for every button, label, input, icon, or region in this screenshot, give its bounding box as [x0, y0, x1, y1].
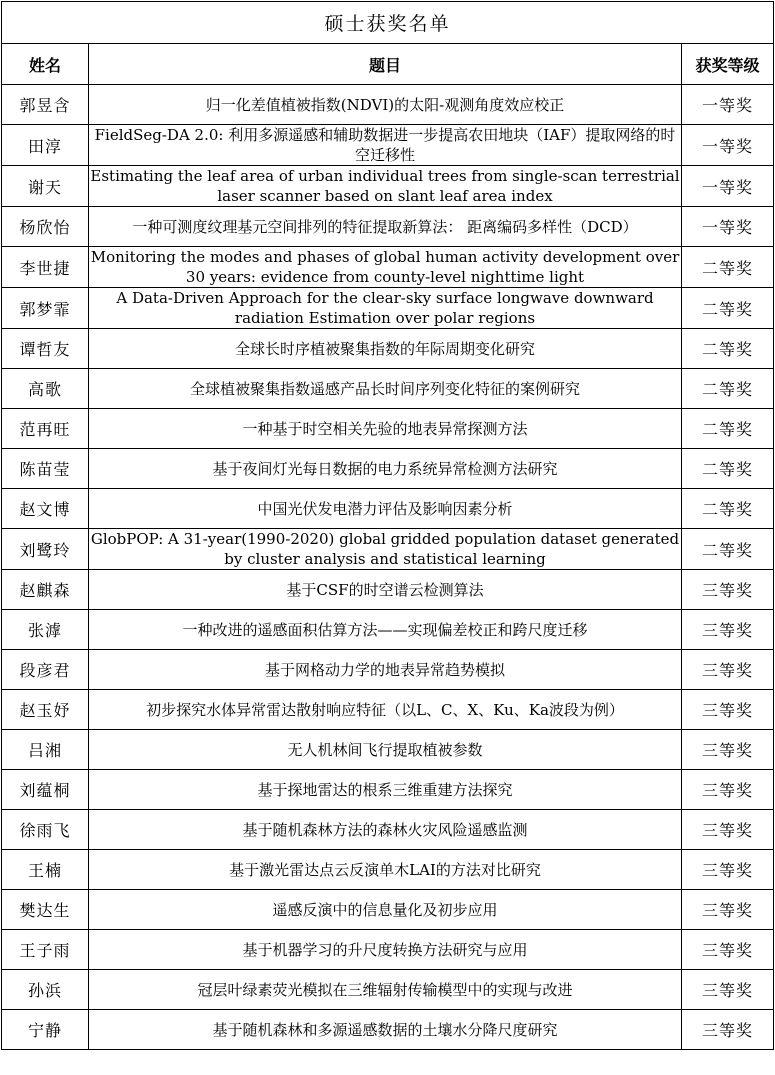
level-cell: 二等奖 [682, 489, 774, 529]
name-cell: 刘蕴桐 [2, 770, 89, 810]
level-cell: 三等奖 [682, 810, 774, 850]
level-cell: 一等奖 [682, 85, 774, 125]
topic-cell: 归一化差值植被指数(NDVI)的太阳-观测角度效应校正 [89, 85, 682, 125]
name-cell: 孙浜 [2, 970, 89, 1010]
header-name: 姓名 [2, 44, 89, 85]
topic-cell: 一种改进的遥感面积估算方法——实现偏差校正和跨尺度迁移 [89, 610, 682, 650]
level-cell: 一等奖 [682, 207, 774, 247]
topic-cell: 一种基于时空相关先验的地表异常探测方法 [89, 409, 682, 449]
topic-cell: 遥感反演中的信息量化及初步应用 [89, 890, 682, 930]
name-cell: 段彦君 [2, 650, 89, 690]
table-row [2, 247, 774, 288]
topic-cell: 基于CSF的时空谱云检测算法 [89, 570, 682, 610]
topic-cell: 无人机林间飞行提取植被参数 [89, 730, 682, 770]
table-row [2, 288, 774, 329]
table-row [2, 329, 774, 369]
topic-cell: 中国光伏发电潜力评估及影响因素分析 [89, 489, 682, 529]
table-row [2, 610, 774, 650]
topic-cell: 初步探究水体异常雷达散射响应特征（以L、C、X、Ku、Ka波段为例） [89, 690, 682, 730]
level-cell: 三等奖 [682, 570, 774, 610]
name-cell: 王楠 [2, 850, 89, 890]
name-cell: 赵玉妤 [2, 690, 89, 730]
level-cell: 三等奖 [682, 730, 774, 770]
name-cell: 范再旺 [2, 409, 89, 449]
topic-cell: GlobPOP: A 31-year(1990-2020) global gridded population dataset generated by cluster analysis and statistical learning [89, 529, 682, 570]
table-row [2, 770, 774, 810]
table-row [2, 489, 774, 529]
name-cell: 田淳 [2, 125, 89, 166]
level-cell: 三等奖 [682, 1010, 774, 1050]
level-cell: 二等奖 [682, 247, 774, 288]
name-cell: 宁静 [2, 1010, 89, 1050]
award-table [1, 1, 774, 1050]
topic-cell: 全球长时序植被聚集指数的年际周期变化研究 [89, 329, 682, 369]
topic-cell: 一种可测度纹理基元空间排列的特征提取新算法： 距离编码多样性（DCD） [89, 207, 682, 247]
level-cell: 三等奖 [682, 930, 774, 970]
table-row [2, 650, 774, 690]
table-row [2, 449, 774, 489]
table-row [2, 207, 774, 247]
table-row [2, 970, 774, 1010]
level-cell: 二等奖 [682, 369, 774, 409]
level-cell: 二等奖 [682, 329, 774, 369]
topic-cell: 基于探地雷达的根系三维重建方法探究 [89, 770, 682, 810]
topic-cell: 基于随机森林方法的森林火灾风险遥感监测 [89, 810, 682, 850]
topic-cell: 基于夜间灯光每日数据的电力系统异常检测方法研究 [89, 449, 682, 489]
table-row [2, 690, 774, 730]
name-cell: 陈苗莹 [2, 449, 89, 489]
header-level: 获奖等级 [682, 44, 774, 85]
table-row [2, 850, 774, 890]
topic-cell: 基于网格动力学的地表异常趋势模拟 [89, 650, 682, 690]
header-topic: 题目 [89, 44, 682, 85]
name-cell: 刘鹭玲 [2, 529, 89, 570]
table-row [2, 85, 774, 125]
topic-cell: 全球植被聚集指数遥感产品长时间序列变化特征的案例研究 [89, 369, 682, 409]
table-row [2, 529, 774, 570]
topic-cell: Estimating the leaf area of urban individual trees from single-scan terrestrial laser scanner based on slant leaf area index [90, 167, 680, 205]
level-cell: 二等奖 [682, 449, 774, 489]
level-cell: 二等奖 [682, 409, 774, 449]
topic-cell: 冠层叶绿素荧光模拟在三维辐射传输模型中的实现与改进 [89, 970, 682, 1010]
topic-cell: 基于激光雷达点云反演单木LAI的方法对比研究 [89, 850, 682, 890]
level-cell: 三等奖 [682, 610, 774, 650]
page-title: 硕士获奖名单 [2, 2, 774, 44]
name-cell: 杨欣怡 [2, 207, 89, 247]
level-cell: 一等奖 [682, 125, 774, 166]
level-cell: 三等奖 [682, 650, 774, 690]
name-cell: 王子雨 [2, 930, 89, 970]
level-cell: 三等奖 [682, 890, 774, 930]
name-cell: 吕湘 [2, 730, 89, 770]
topic-cell: 基于随机森林和多源遥感数据的土壤水分降尺度研究 [89, 1010, 682, 1050]
award-rows [2, 85, 774, 1050]
name-cell: 高歌 [2, 369, 89, 409]
level-cell: 三等奖 [682, 690, 774, 730]
name-cell: 樊达生 [2, 890, 89, 930]
table-row [2, 810, 774, 850]
name-cell: 李世捷 [2, 247, 89, 288]
name-cell: 张滹 [2, 610, 89, 650]
level-cell: 二等奖 [682, 529, 774, 570]
topic-cell: 基于机器学习的升尺度转换方法研究与应用 [89, 930, 682, 970]
table-row [2, 409, 774, 449]
table-row [2, 570, 774, 610]
name-cell: 赵文博 [2, 489, 89, 529]
topic-cell: FieldSeg-DA 2.0: 利用多源遥感和辅助数据进一步提高农田地块（IAF）提取网络的时空迁移性 [89, 125, 682, 166]
topic-cell: Monitoring the modes and phases of global human activity development over 30 years: evidence from county-level nighttime light [89, 247, 682, 288]
name-cell: 郭梦霏 [2, 288, 89, 329]
name-cell: 赵麒森 [2, 570, 89, 610]
table-row [2, 166, 774, 207]
name-cell: 徐雨飞 [2, 810, 89, 850]
header-row [2, 44, 774, 85]
table-row [2, 930, 774, 970]
level-cell: 三等奖 [682, 970, 774, 1010]
table-row [2, 1010, 774, 1050]
level-cell: 三等奖 [682, 770, 774, 810]
table-row [2, 730, 774, 770]
table-row [2, 125, 774, 166]
name-cell: 谢天 [2, 166, 89, 207]
name-cell: 郭昱含 [2, 85, 89, 125]
level-cell: 一等奖 [682, 166, 774, 207]
table-row [2, 369, 774, 409]
topic-cell: A Data-Driven Approach for the clear-sky surface longwave downward radiation Estimation over polar regions [89, 288, 682, 329]
level-cell: 二等奖 [682, 288, 774, 329]
level-cell: 三等奖 [682, 850, 774, 890]
table-row [2, 890, 774, 930]
name-cell: 谭哲友 [2, 329, 89, 369]
